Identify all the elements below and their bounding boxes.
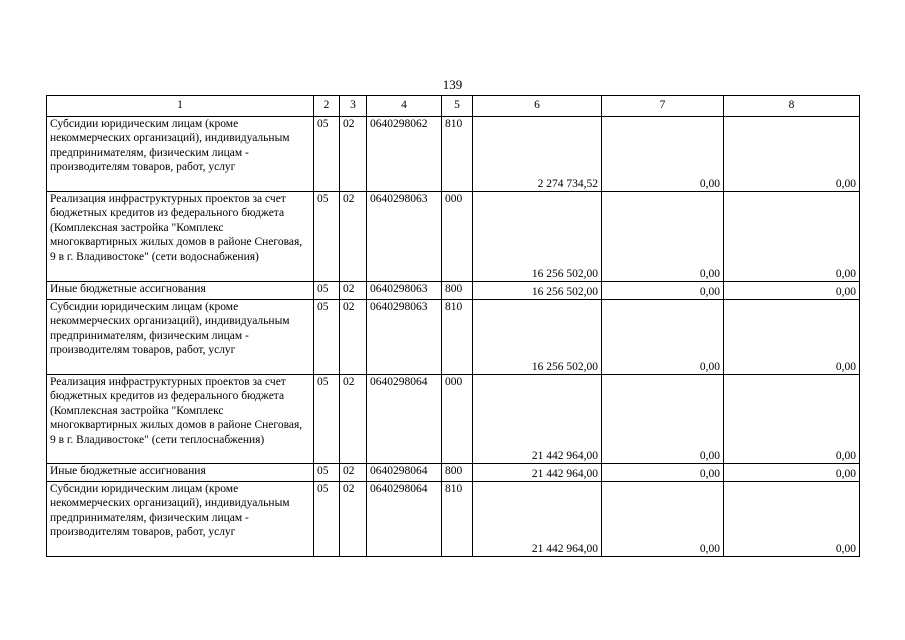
row-subsection: 02 [340,117,367,192]
table-row [47,464,860,482]
row-subsection: 02 [340,192,367,282]
row-amount-col7: 0,00 [602,192,724,282]
row-target-code: 0640298064 [367,375,442,464]
row-section: 05 [314,117,340,192]
header-row [47,96,860,117]
row-description: Субсидии юридическим лицам (кроме некоммерческих организаций), индивидуальным предпринимателям, физическим лицам - производителям товаров, работ, услуг [47,117,314,192]
row-expense-type: 000 [442,375,473,464]
row-amount-col7: 0,00 [602,117,724,192]
row-amount-col8: 0,00 [724,117,860,192]
row-subsection: 02 [340,300,367,375]
row-amount-col7: 0,00 [602,482,724,557]
header-col-7: 7 [602,96,724,117]
row-expense-type: 810 [442,300,473,375]
row-target-code: 0640298062 [367,117,442,192]
header-col-8: 8 [724,96,860,117]
row-target-code: 0640298063 [367,192,442,282]
budget-table [46,95,860,557]
row-amount-col8: 0,00 [724,375,860,464]
row-amount-col8: 0,00 [724,464,860,482]
row-expense-type: 800 [442,282,473,300]
row-expense-type: 800 [442,464,473,482]
row-amount-col6: 21 442 964,00 [473,464,602,482]
row-description: Субсидии юридическим лицам (кроме некоммерческих организаций), индивидуальным предпринимателям, физическим лицам - производителям товаров, работ, услуг [47,300,314,375]
row-description: Иные бюджетные ассигнования [47,464,314,482]
row-section: 05 [314,375,340,464]
row-amount-col7: 0,00 [602,300,724,375]
row-amount-col8: 0,00 [724,192,860,282]
table-row [47,282,860,300]
row-subsection: 02 [340,375,367,464]
row-section: 05 [314,482,340,557]
row-amount-col6: 16 256 502,00 [473,300,602,375]
header-col-5: 5 [442,96,473,117]
row-amount-col8: 0,00 [724,300,860,375]
row-section: 05 [314,282,340,300]
row-subsection: 02 [340,282,367,300]
row-description: Субсидии юридическим лицам (кроме некоммерческих организаций), индивидуальным предпринимателям, физическим лицам - производителям товаров, работ, услуг [47,482,314,557]
table-row [47,192,860,282]
header-col-6: 6 [473,96,602,117]
header-col-3: 3 [340,96,367,117]
header-col-1: 1 [47,96,314,117]
table-row [47,482,860,557]
row-amount-col6: 21 442 964,00 [473,375,602,464]
row-amount-col6: 16 256 502,00 [473,282,602,300]
row-description: Иные бюджетные ассигнования [47,282,314,300]
table-row [47,375,860,464]
row-subsection: 02 [340,464,367,482]
header-col-2: 2 [314,96,340,117]
row-amount-col7: 0,00 [602,375,724,464]
row-section: 05 [314,192,340,282]
row-amount-col7: 0,00 [602,282,724,300]
row-amount-col6: 21 442 964,00 [473,482,602,557]
header-col-4: 4 [367,96,442,117]
row-amount-col8: 0,00 [724,282,860,300]
row-amount-col7: 0,00 [602,464,724,482]
row-section: 05 [314,464,340,482]
row-target-code: 0640298064 [367,464,442,482]
table-row [47,300,860,375]
row-expense-type: 000 [442,192,473,282]
row-amount-col6: 2 274 734,52 [473,117,602,192]
row-target-code: 0640298063 [367,300,442,375]
table-row [47,117,860,192]
page-number: 139 [442,77,463,92]
row-expense-type: 810 [442,482,473,557]
row-description: Реализация инфраструктурных проектов за счет бюджетных кредитов из федерального бюджета (Комплексная застройка "Комплекс многоквартирных жилых домов в районе Снеговая, 9 в г. Владивостоке" (сети водоснабжения) [47,192,314,282]
row-target-code: 0640298063 [367,282,442,300]
row-expense-type: 810 [442,117,473,192]
row-description: Реализация инфраструктурных проектов за счет бюджетных кредитов из федерального бюджета (Комплексная застройка "Комплекс многоквартирных жилых домов в районе Снеговая, 9 в г. Владивостоке" (сети теплоснабжения) [47,375,314,464]
row-section: 05 [314,300,340,375]
row-amount-col6: 16 256 502,00 [473,192,602,282]
row-target-code: 0640298064 [367,482,442,557]
row-subsection: 02 [340,482,367,557]
row-amount-col8: 0,00 [724,482,860,557]
